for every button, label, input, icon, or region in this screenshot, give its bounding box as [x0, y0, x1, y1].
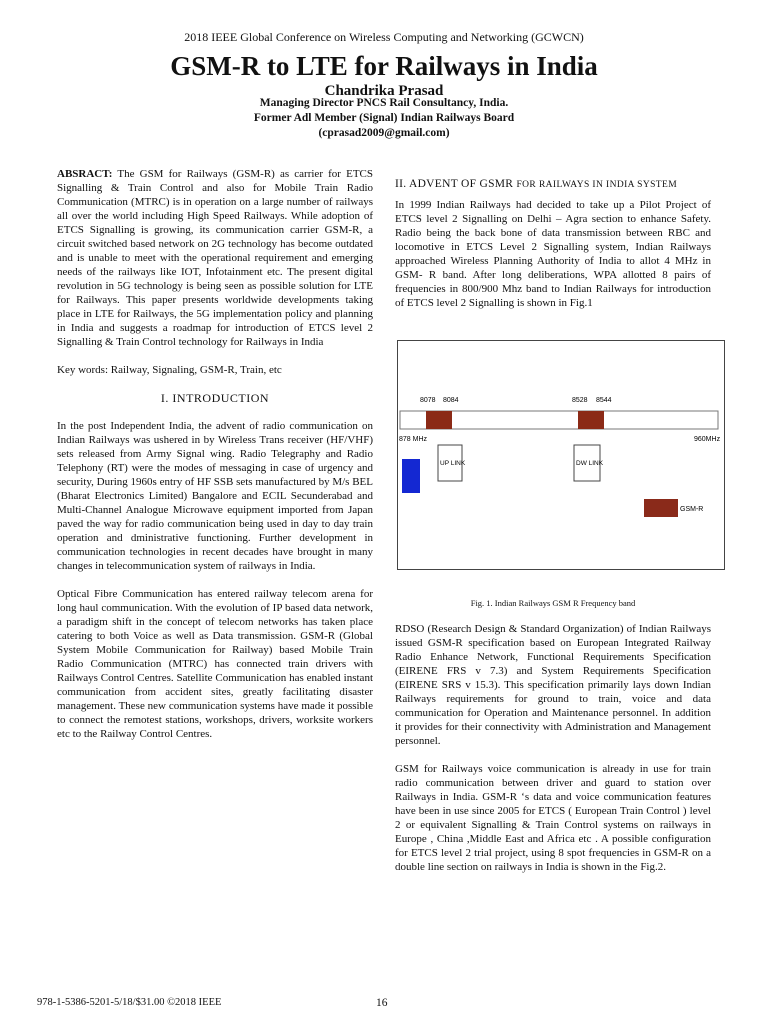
page-number: 16 [376, 997, 388, 1009]
footer-isbn: 978-1-5386-5201-5/18/$31.00 ©2018 IEEE [37, 997, 222, 1008]
freq-label-8084: 8084 [443, 397, 459, 404]
section-2-paragraph-2: RDSO (Research Design & Standard Organization) of Indian Railways issued GSM-R specification based on European Integrated Railway Radio Enhance Network, Functional Requirements Specification (EIRENE FRS v 7.3) and System Requirements Specification (EIRENE SRS v 15.3). This specification primarily lays down Indian Railways requirements for ground to train, voice and data communication for Operation and Maintenance personnel. In addition it provides for their connectivity with Administration and Management personnel. [395, 623, 711, 747]
downlink-band-block [578, 411, 604, 429]
figure-1-caption: Fig. 1. Indian Railways GSM R Frequency band [470, 598, 636, 608]
freq-label-8544: 8544 [596, 397, 612, 404]
conference-header: 2018 IEEE Global Conference on Wireless Computing and Networking (GCWCN) [184, 30, 584, 44]
gsmr-label: GSM-R [680, 506, 704, 513]
gsmr-legend-block [644, 499, 678, 517]
frequency-band-diagram [398, 341, 724, 569]
freq-label-8078: 8078 [420, 397, 436, 404]
left-column [57, 167, 373, 741]
section-2-heading-main: II. ADVENT OF GSMR [395, 178, 514, 190]
legend-blue-block [402, 459, 420, 493]
right-column-continued [395, 622, 711, 874]
section-2-paragraph-1: In 1999 Indian Railways had decided to take up a Pilot Project of ETCS level 2 Signalling on Delhi – Agra section to enhance Safety. Radio being the back bone of data transmission between RBC and locomotive in ETCS Level 2 Signalling system, Indian Railways approached Wireless Planning Authority of India to allot 4 MHz in GSM- R band. After long deliberations, WPA allotted 8 pairs of frequencies in 800/900 Mhz band to Indian Railways for introduction of ETCS level 2 Signalling is shown in Fig.1 [395, 199, 711, 309]
intro-paragraph-2: Optical Fibre Communication has entered railway telecom arena for long haul communication. With the evolution of IP based data network, a paradigm shift in the concept of telecom networks has taken place catering to both Voice as well as Data transmission. GSM-R (Global System Mobile Communication for Railway) based Mobile Train Radio Communication (MTRC) has connected train drivers with Railways Control Centres. Satellite Communication has enabled instant communication from accident sites, greatly facilitating disaster management. These new communication systems have made it possible to connect the remotest stations, workshops, drivers, worksite workers etc to the Railway Control Centres. [57, 588, 373, 740]
keywords: Key words: Railway, Signaling, GSM-R, Train, etc [57, 364, 282, 376]
section-2-paragraph-3: GSM for Railways voice communication is already in use for train radio communication between driver and guard to station over Railways in India. GSM-R ‘s data and voice communication features have been in use since 2005 for ETCS ( European Train Control ) level 2 or equivalent Signalling & Train Control systems on railways in Europe , China ,Middle East and Africa etc . A possible configuration for ETCS level 2 trial project, using 8 spot frequencies in GSM-R on a double line section on railways in India is shown in the Fig.2. [395, 763, 711, 873]
author-email[interactable]: (cprasad2009@gmail.com) [318, 127, 450, 139]
abstract-label: ABSRACT: [57, 168, 113, 180]
affiliation-1: Managing Director PNCS Rail Consultancy, India. [259, 97, 509, 109]
paper-title: GSM-R to LTE for Railways in India [170, 51, 598, 81]
freq-label-end: 960MHz [694, 436, 721, 443]
abstract-text: The GSM for Railways (GSM-R) as carrier for ETCS Signalling & Train Control and also for Mobile Train Radio Communication (MTRC) is in operation on a large number of railways all over the world including High Speed Railways. While adoption of ETCS Signalling is growing, its communication carrier GSM-R, a circuit switched based network on 2G technology has become outdated and is unable to meet with the operational requirement and emerging needs of the railways like IOT, Infotainment etc. The present digital revolution in 5G technology is being seen as possible solution for LTE for Railways. This paper presents worldwide developments taking place in LTE for Railways, the 5G implementation policy and planning in India and suggests a roadmap for introduction of ETCS level 2 Signalling & Train Control technology for Railways in India [57, 168, 373, 348]
freq-label-8528: 8528 [572, 397, 588, 404]
section-2-heading [395, 177, 711, 192]
author-name: Chandrika Prasad [324, 83, 444, 99]
abstract [57, 167, 373, 349]
affiliation-2: Former Adl Member (Signal) Indian Railways Board [253, 112, 515, 124]
uplink-label: UP LINK [440, 460, 466, 467]
section-2-heading-small: FOR RAILWAYS IN INDIA SYSTEM [516, 180, 678, 190]
section-1-heading: I. INTRODUCTION [160, 391, 270, 405]
freq-label-start: 878 MHz [399, 436, 428, 443]
figure-1-frequency-band [397, 340, 725, 570]
intro-paragraph-1: In the post Independent India, the advent of radio communication on Indian Railways was ushered in by Wireless Trans receiver (HF/VHF) sets released from Army Signal wing. Radio Telegraphy and Radio Telephony (RT) were the modes of messaging in case of urgency and security, During 1960s entry of HF SSB sets manufactured by M/s BEL (Bharat Electronics Limited) Bangalore and ECIL Secunderabad and Multi-Channel Analogue Microwave equipment imported from Japan paved the way for radio communication being used in day to day train operation and dministrative functioning. Further development in communication technologies in recent decades have brought in many changes in telecommunication system of railways in India. [57, 420, 373, 572]
right-column [395, 177, 711, 310]
downlink-label: DW LINK [576, 460, 604, 467]
uplink-band-block [426, 411, 452, 429]
